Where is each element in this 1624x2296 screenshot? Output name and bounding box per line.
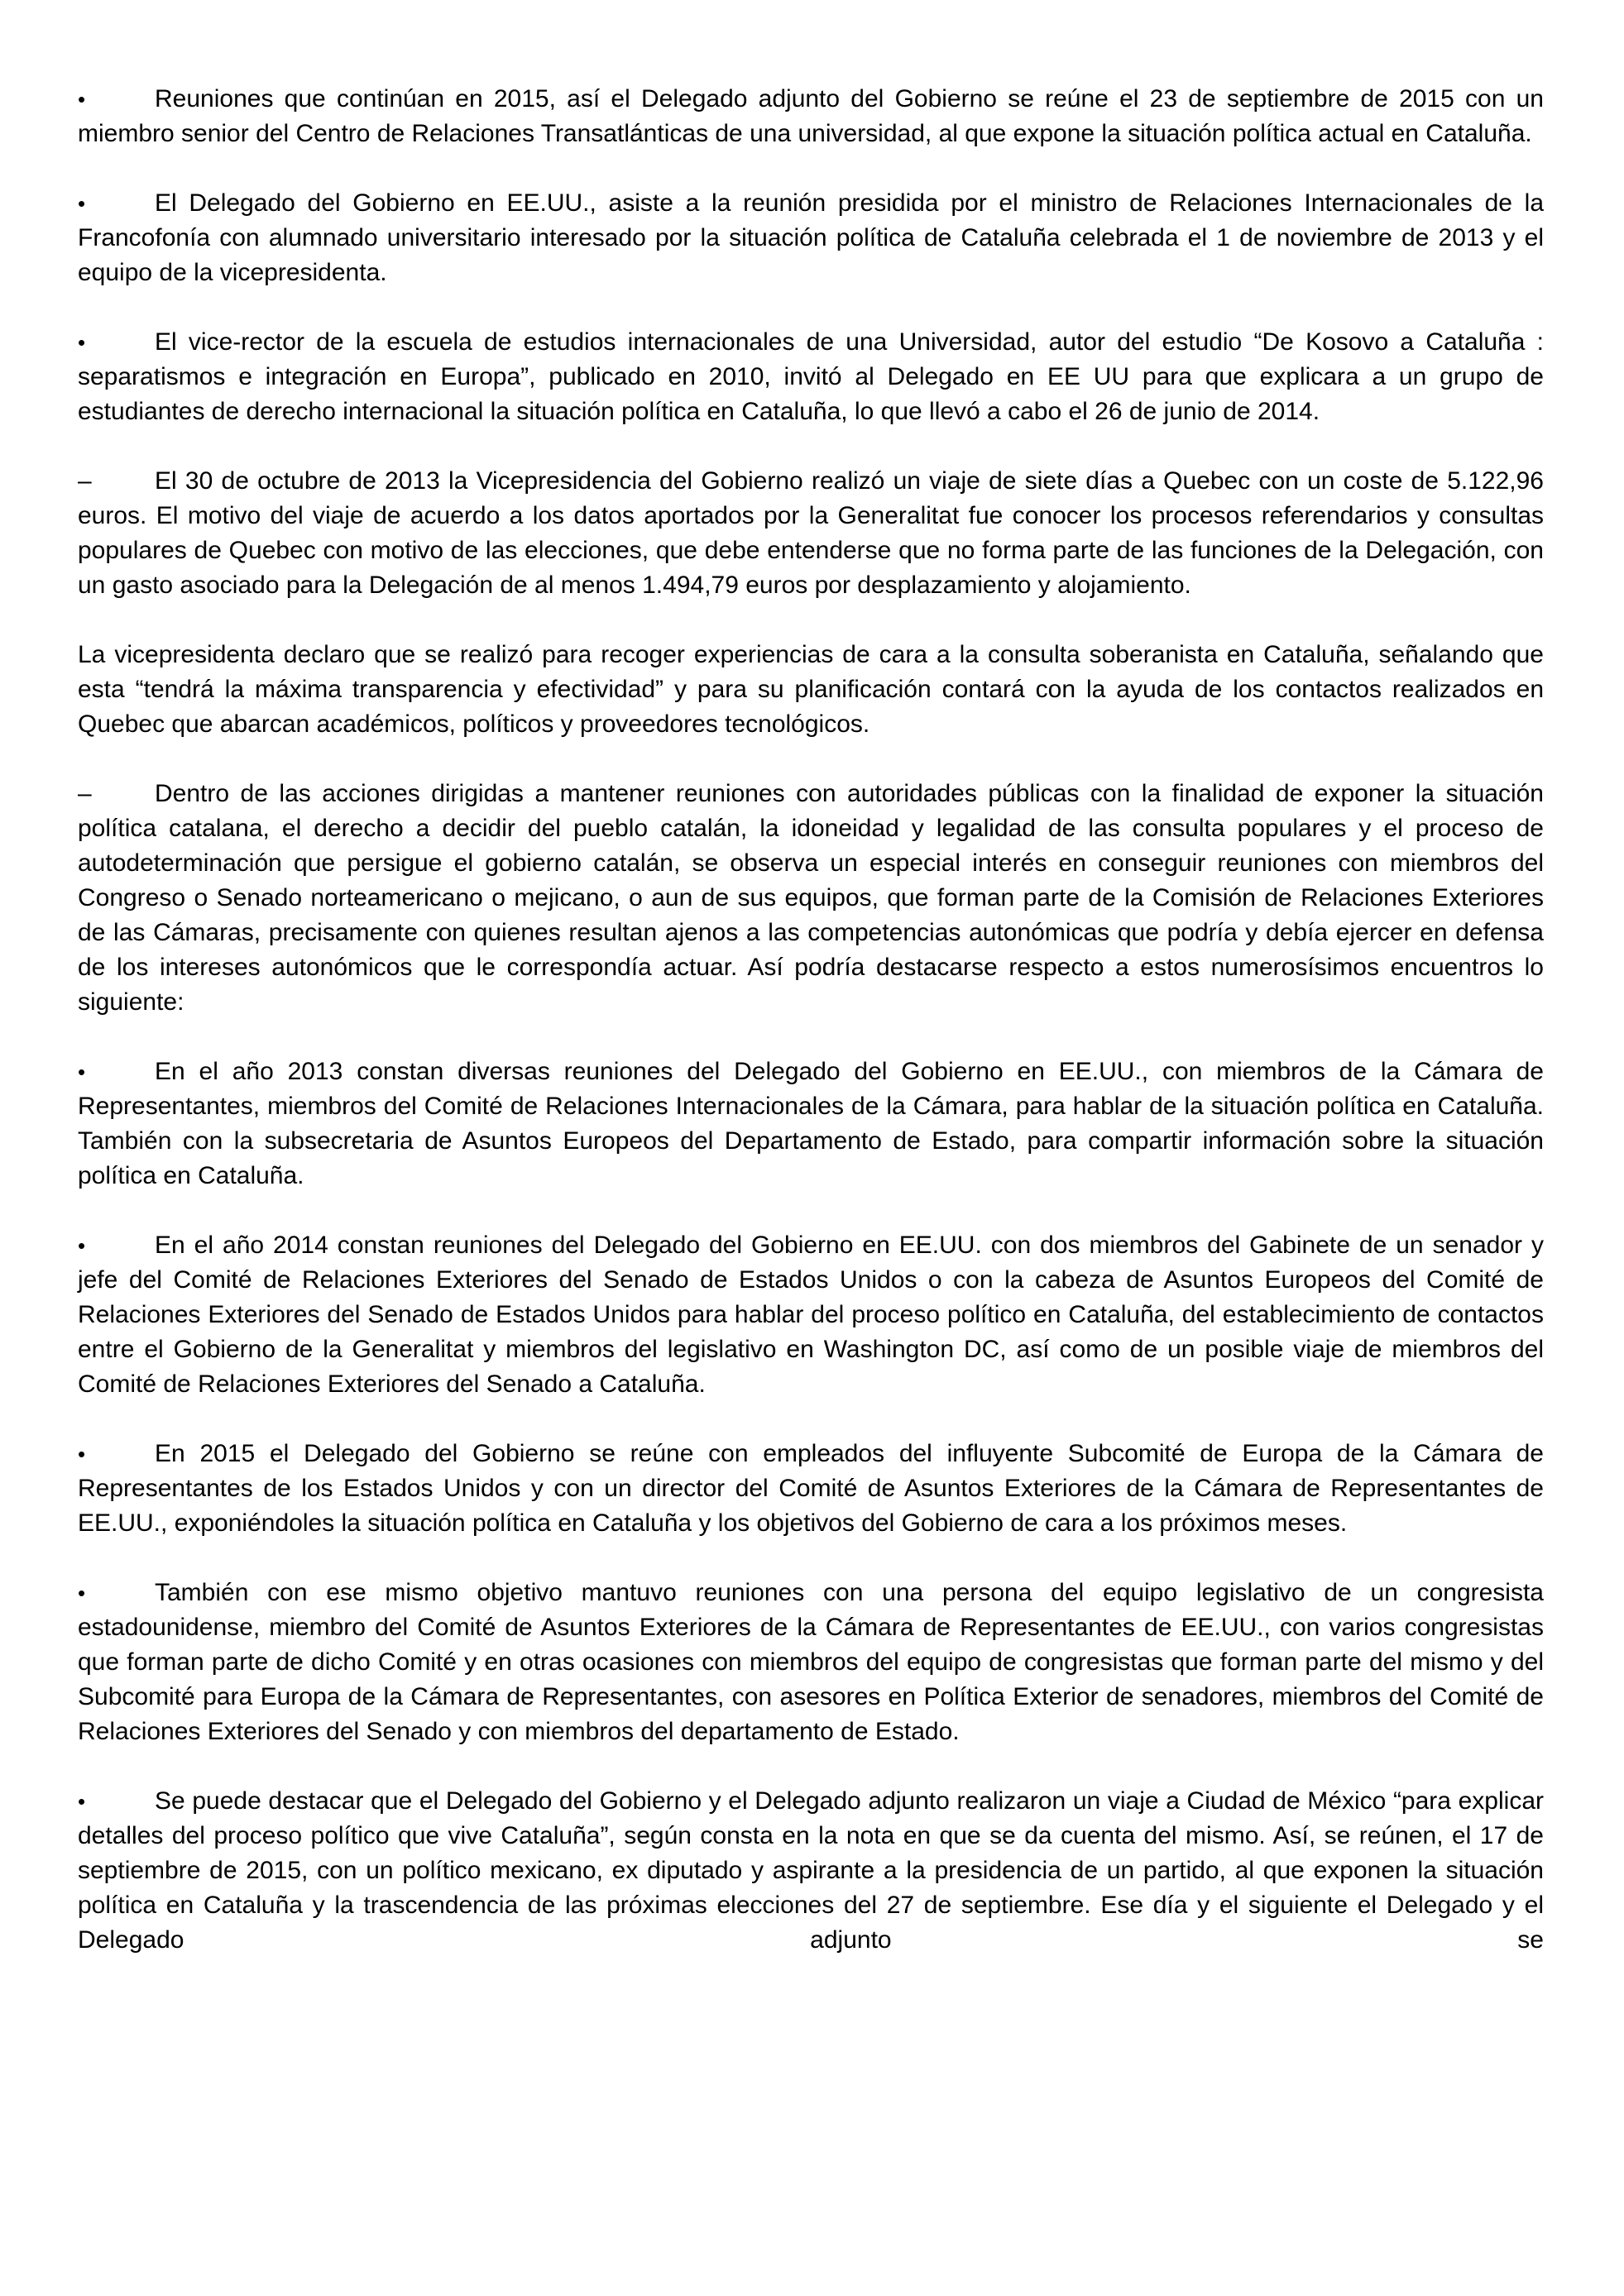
paragraph-text: En 2015 el Delegado del Gobierno se reúne con empleados del influyente Subcomité de Europa de la Cámara de Representantes de los Estados Unidos y con un director del Comité de Asuntos Exteriores de la Cámara de Representantes de EE.UU., exponiéndoles la situación política en Cataluña y los objetivos del Gobierno de cara a los próximos meses.	[78, 1440, 1544, 1537]
bullet-paragraph	[78, 325, 1544, 429]
bullet-paragraph	[78, 1055, 1544, 1193]
bullet-paragraph	[78, 1228, 1544, 1402]
paragraph-text: En el año 2013 constan diversas reuniones del Delegado del Gobierno en EE.UU., con miembros de la Cámara de Representantes, miembros del Comité de Relaciones Internacionales de la Cámara, para hablar de la situación política en Cataluña. También con la subsecretaria de Asuntos Europeos del Departamento de Estado, para compartir información sobre la situación política en Cataluña.	[78, 1058, 1544, 1189]
bullet-icon: •	[78, 1789, 86, 1814]
bullet-icon: •	[78, 1233, 86, 1258]
dash-icon: –	[78, 467, 92, 495]
paragraph-text: Dentro de las acciones dirigidas a mantener reuniones con autoridades públicas con la finalidad de exponer la situación política catalana, el derecho a decidir del pueblo catalán, la idoneidad y legalidad de las consulta populares y el proceso de autodeterminación que persigue el gobierno catalán, se observa un especial interés en conseguir reuniones con miembros del Congreso o Senado norteamericano o mejicano, o aun de sus equipos, que forman parte de la Comisión de Relaciones Exteriores de las Cámaras, precisamente con quienes resultan ajenos a las competencias autonómicas que podría y debía ejercer en defensa de los intereses autonómicos que le correspondía actuar. Así podría destacarse respecto a estos numerosísimos encuentros lo siguiente:	[78, 780, 1544, 1016]
body-paragraph	[78, 638, 1544, 742]
paragraph-text: En el año 2014 constan reuniones del Delegado del Gobierno en EE.UU. con dos miembros del Gabinete de un senador y jefe del Comité de Relaciones Exteriores del Senado de Estados Unidos o con la cabeza de Asuntos Europeos del Comité de Relaciones Exteriores del Senado de Estados Unidos para hablar del proceso político en Cataluña, del establecimiento de contactos entre el Gobierno de la Generalitat y miembros del legislativo en Washington DC, así como de un posible viaje de miembros del Comité de Relaciones Exteriores del Senado a Cataluña.	[78, 1232, 1544, 1398]
bullet-icon: •	[78, 191, 86, 216]
bullet-paragraph	[78, 1576, 1544, 1749]
dash-paragraph	[78, 464, 1544, 603]
paragraph-text: Se puede destacar que el Delegado del Gobierno y el Delegado adjunto realizaron un viaje a Ciudad de México “para explicar detalles del proceso político que vive Cataluña”, según consta en la nota en que se da cuenta del mismo. Así, se reúnen, el 17 de septiembre de 2015, con un político mexicano, ex diputado y aspirante a la presidencia de un partido, al que exponen la situación política en Cataluña y la trascendencia de las próximas elecciones del 27 de septiembre. Ese día y el siguiente el Delegado y el Delegado adjunto se	[78, 1787, 1544, 1954]
bullet-icon: •	[78, 1442, 86, 1466]
bullet-icon: •	[78, 87, 86, 112]
paragraph-text: El vice-rector de la escuela de estudios internacionales de una Universidad, autor del estudio “De Kosovo a Cataluña : separatismos e integración en Europa”, publicado en 2010, invitó al Delegado en EE UU para que explicara a un grupo de estudiantes de derecho internacional la situación política en Cataluña, lo que llevó a cabo el 26 de junio de 2014.	[78, 328, 1544, 425]
bullet-icon: •	[78, 1060, 86, 1084]
document-page	[78, 82, 1544, 1992]
bullet-paragraph	[78, 1784, 1544, 1958]
paragraph-text: Reuniones que continúan en 2015, así el Delegado adjunto del Gobierno se reúne el 23 de septiembre de 2015 con un miembro senior del Centro de Relaciones Transatlánticas de una universidad, al que expone la situación política actual en Cataluña.	[78, 85, 1544, 147]
paragraph-text: También con ese mismo objetivo mantuvo reuniones con una persona del equipo legislativo de un congresista estadounidense, miembro del Comité de Asuntos Exteriores de la Cámara de Representantes de EE.UU., con varios congresistas que forman parte de dicho Comité y en otras ocasiones con miembros del equipo de congresistas que forman parte del mismo y del Subcomité para Europa de la Cámara de Representantes, con asesores en Política Exterior de senadores, miembros del Comité de Relaciones Exteriores del Senado y con miembros del departamento de Estado.	[78, 1579, 1544, 1745]
paragraph-text: La vicepresidenta declaro que se realizó para recoger experiencias de cara a la consulta soberanista en Cataluña, señalando que esta “tendrá la máxima transparencia y efectividad” y para su planificación contará con la ayuda de los contactos realizados en Quebec que abarcan académicos, políticos y proveedores tecnológicos.	[78, 641, 1544, 738]
bullet-paragraph	[78, 1437, 1544, 1541]
bullet-paragraph	[78, 82, 1544, 151]
bullet-paragraph	[78, 186, 1544, 290]
paragraph-text: El 30 de octubre de 2013 la Vicepresidencia del Gobierno realizó un viaje de siete días a Quebec con un coste de 5.122,96 euros. El motivo del viaje de acuerdo a los datos aportados por la Generalitat fue conocer los procesos referendarios y consultas populares de Quebec con motivo de las elecciones, que debe entenderse que no forma parte de las funciones de la Delegación, con un gasto asociado para la Delegación de al menos 1.494,79 euros por desplazamiento y alojamiento.	[78, 467, 1544, 599]
dash-icon: –	[78, 780, 92, 807]
bullet-icon: •	[78, 1581, 86, 1605]
bullet-icon: •	[78, 330, 86, 355]
paragraph-text: El Delegado del Gobierno en EE.UU., asiste a la reunión presidida por el ministro de Relaciones Internacionales de la Francofonía con alumnado universitario interesado por la situación política de Cataluña celebrada el 1 de noviembre de 2013 y el equipo de la vicepresidenta.	[78, 189, 1544, 286]
dash-paragraph	[78, 777, 1544, 1020]
